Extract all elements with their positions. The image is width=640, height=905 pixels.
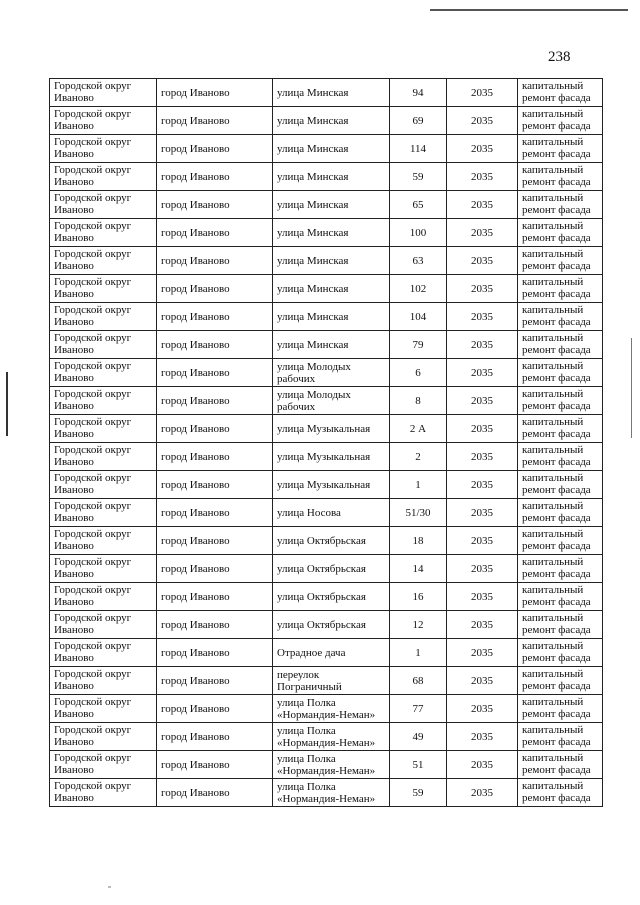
municipality-cell: Городской округ Иваново [50, 583, 157, 611]
scan-edge-mark [6, 372, 8, 436]
year-cell: 2035 [447, 79, 518, 107]
settlement-cell: город Иваново [157, 387, 273, 415]
work-type-cell: капитальный ремонт фасада [518, 667, 603, 695]
street-cell: улица Октябрьская [273, 555, 390, 583]
municipality-cell: Городской округ Иваново [50, 779, 157, 807]
street-cell: улица Октябрьская [273, 527, 390, 555]
settlement-cell: город Иваново [157, 583, 273, 611]
work-type-cell: капитальный ремонт фасада [518, 751, 603, 779]
house-number-cell: 8 [390, 387, 447, 415]
table-row [50, 667, 603, 695]
table-row [50, 79, 603, 107]
table-row [50, 135, 603, 163]
table-row [50, 247, 603, 275]
municipality-cell: Городской округ Иваново [50, 303, 157, 331]
house-number-cell: 16 [390, 583, 447, 611]
street-cell: улица Минская [273, 163, 390, 191]
year-cell: 2035 [447, 415, 518, 443]
street-cell: улица Минская [273, 219, 390, 247]
municipality-cell: Городской округ Иваново [50, 639, 157, 667]
work-type-cell: капитальный ремонт фасада [518, 135, 603, 163]
municipality-cell: Городской округ Иваново [50, 555, 157, 583]
year-cell: 2035 [447, 303, 518, 331]
settlement-cell: город Иваново [157, 695, 273, 723]
table-row [50, 639, 603, 667]
settlement-cell: город Иваново [157, 247, 273, 275]
settlement-cell: город Иваново [157, 107, 273, 135]
year-cell: 2035 [447, 107, 518, 135]
table-row [50, 387, 603, 415]
year-cell: 2035 [447, 331, 518, 359]
work-type-cell: капитальный ремонт фасада [518, 107, 603, 135]
house-number-cell: 51 [390, 751, 447, 779]
settlement-cell: город Иваново [157, 163, 273, 191]
work-type-cell: капитальный ремонт фасада [518, 415, 603, 443]
scan-speck [108, 886, 111, 888]
work-type-cell: капитальный ремонт фасада [518, 191, 603, 219]
house-number-cell: 6 [390, 359, 447, 387]
year-cell: 2035 [447, 499, 518, 527]
house-number-cell: 68 [390, 667, 447, 695]
settlement-cell: город Иваново [157, 611, 273, 639]
work-type-cell: капитальный ремонт фасада [518, 163, 603, 191]
street-cell: улица Молодых рабочих [273, 359, 390, 387]
street-cell: улица Октябрьская [273, 583, 390, 611]
settlement-cell: город Иваново [157, 275, 273, 303]
work-type-cell: капитальный ремонт фасада [518, 695, 603, 723]
table-row [50, 331, 603, 359]
work-type-cell: капитальный ремонт фасада [518, 611, 603, 639]
municipality-cell: Городской округ Иваново [50, 107, 157, 135]
house-number-cell: 49 [390, 723, 447, 751]
table-row [50, 555, 603, 583]
house-number-cell: 59 [390, 163, 447, 191]
municipality-cell: Городской округ Иваново [50, 695, 157, 723]
year-cell: 2035 [447, 555, 518, 583]
table-row [50, 415, 603, 443]
municipality-cell: Городской округ Иваново [50, 135, 157, 163]
work-type-cell: капитальный ремонт фасада [518, 583, 603, 611]
street-cell: улица Полка «Нормандия-Неман» [273, 723, 390, 751]
work-type-cell: капитальный ремонт фасада [518, 387, 603, 415]
municipality-cell: Городской округ Иваново [50, 667, 157, 695]
house-number-cell: 59 [390, 779, 447, 807]
house-number-cell: 12 [390, 611, 447, 639]
settlement-cell: город Иваново [157, 639, 273, 667]
year-cell: 2035 [447, 723, 518, 751]
year-cell: 2035 [447, 471, 518, 499]
year-cell: 2035 [447, 163, 518, 191]
municipality-cell: Городской округ Иваново [50, 191, 157, 219]
table-row [50, 779, 603, 807]
work-type-cell: капитальный ремонт фасада [518, 331, 603, 359]
header-rule [430, 9, 628, 11]
settlement-cell: город Иваново [157, 527, 273, 555]
year-cell: 2035 [447, 779, 518, 807]
year-cell: 2035 [447, 191, 518, 219]
table-row [50, 723, 603, 751]
municipality-cell: Городской округ Иваново [50, 387, 157, 415]
table-row [50, 303, 603, 331]
settlement-cell: город Иваново [157, 359, 273, 387]
settlement-cell: город Иваново [157, 723, 273, 751]
street-cell: улица Минская [273, 303, 390, 331]
municipality-cell: Городской округ Иваново [50, 527, 157, 555]
house-number-cell: 63 [390, 247, 447, 275]
table-row [50, 583, 603, 611]
settlement-cell: город Иваново [157, 415, 273, 443]
municipality-cell: Городской округ Иваново [50, 415, 157, 443]
work-type-cell: капитальный ремонт фасада [518, 723, 603, 751]
year-cell: 2035 [447, 387, 518, 415]
street-cell: улица Октябрьская [273, 611, 390, 639]
house-number-cell: 104 [390, 303, 447, 331]
year-cell: 2035 [447, 695, 518, 723]
settlement-cell: город Иваново [157, 667, 273, 695]
work-type-cell: капитальный ремонт фасада [518, 639, 603, 667]
street-cell: улица Минская [273, 275, 390, 303]
street-cell: улица Полка «Нормандия-Неман» [273, 779, 390, 807]
house-number-cell: 94 [390, 79, 447, 107]
table-row [50, 359, 603, 387]
street-cell: улица Полка «Нормандия-Неман» [273, 751, 390, 779]
municipality-cell: Городской округ Иваново [50, 331, 157, 359]
street-cell: улица Музыкальная [273, 443, 390, 471]
municipality-cell: Городской округ Иваново [50, 219, 157, 247]
street-cell: улица Минская [273, 135, 390, 163]
table-row [50, 751, 603, 779]
street-cell: улица Минская [273, 331, 390, 359]
scan-edge-mark-right [631, 338, 632, 438]
settlement-cell: город Иваново [157, 191, 273, 219]
table-body [50, 79, 603, 807]
settlement-cell: город Иваново [157, 135, 273, 163]
settlement-cell: город Иваново [157, 331, 273, 359]
work-type-cell: капитальный ремонт фасада [518, 527, 603, 555]
work-type-cell: капитальный ремонт фасада [518, 79, 603, 107]
settlement-cell: город Иваново [157, 79, 273, 107]
municipality-cell: Городской округ Иваново [50, 499, 157, 527]
street-cell: улица Минская [273, 191, 390, 219]
table-row [50, 107, 603, 135]
table-row [50, 275, 603, 303]
house-number-cell: 51/30 [390, 499, 447, 527]
street-cell: улица Полка «Нормандия-Неман» [273, 695, 390, 723]
table-row [50, 219, 603, 247]
house-number-cell: 18 [390, 527, 447, 555]
year-cell: 2035 [447, 583, 518, 611]
municipality-cell: Городской округ Иваново [50, 471, 157, 499]
year-cell: 2035 [447, 751, 518, 779]
work-type-cell: капитальный ремонт фасада [518, 275, 603, 303]
table-row [50, 443, 603, 471]
street-cell: Отрадное дача [273, 639, 390, 667]
table-row [50, 499, 603, 527]
year-cell: 2035 [447, 611, 518, 639]
house-number-cell: 1 [390, 471, 447, 499]
work-type-cell: капитальный ремонт фасада [518, 247, 603, 275]
year-cell: 2035 [447, 639, 518, 667]
municipality-cell: Городской округ Иваново [50, 275, 157, 303]
year-cell: 2035 [447, 135, 518, 163]
street-cell: улица Носова [273, 499, 390, 527]
municipality-cell: Городской округ Иваново [50, 247, 157, 275]
work-type-cell: капитальный ремонт фасада [518, 555, 603, 583]
settlement-cell: город Иваново [157, 303, 273, 331]
year-cell: 2035 [447, 667, 518, 695]
municipality-cell: Городской округ Иваново [50, 443, 157, 471]
settlement-cell: город Иваново [157, 471, 273, 499]
table-row [50, 695, 603, 723]
house-number-cell: 102 [390, 275, 447, 303]
house-number-cell: 65 [390, 191, 447, 219]
municipality-cell: Городской округ Иваново [50, 751, 157, 779]
year-cell: 2035 [447, 247, 518, 275]
house-number-cell: 14 [390, 555, 447, 583]
street-cell: улица Музыкальная [273, 415, 390, 443]
work-type-cell: капитальный ремонт фасада [518, 779, 603, 807]
settlement-cell: город Иваново [157, 219, 273, 247]
work-type-cell: капитальный ремонт фасада [518, 359, 603, 387]
municipality-cell: Городской округ Иваново [50, 723, 157, 751]
street-cell: улица Музыкальная [273, 471, 390, 499]
settlement-cell: город Иваново [157, 751, 273, 779]
street-cell: улица Минская [273, 107, 390, 135]
repair-schedule-table [49, 78, 603, 807]
year-cell: 2035 [447, 359, 518, 387]
municipality-cell: Городской округ Иваново [50, 163, 157, 191]
work-type-cell: капитальный ремонт фасада [518, 471, 603, 499]
work-type-cell: капитальный ремонт фасада [518, 499, 603, 527]
settlement-cell: город Иваново [157, 499, 273, 527]
street-cell: улица Минская [273, 79, 390, 107]
work-type-cell: капитальный ремонт фасада [518, 303, 603, 331]
street-cell: улица Минская [273, 247, 390, 275]
settlement-cell: город Иваново [157, 443, 273, 471]
house-number-cell: 2 [390, 443, 447, 471]
house-number-cell: 1 [390, 639, 447, 667]
house-number-cell: 100 [390, 219, 447, 247]
repair-schedule-table-wrapper [49, 78, 602, 807]
page-number: 238 [548, 49, 571, 65]
settlement-cell: город Иваново [157, 779, 273, 807]
house-number-cell: 77 [390, 695, 447, 723]
settlement-cell: город Иваново [157, 555, 273, 583]
year-cell: 2035 [447, 443, 518, 471]
house-number-cell: 2 А [390, 415, 447, 443]
work-type-cell: капитальный ремонт фасада [518, 443, 603, 471]
street-cell: улица Молодых рабочих [273, 387, 390, 415]
year-cell: 2035 [447, 527, 518, 555]
street-cell: переулок Пограничный [273, 667, 390, 695]
house-number-cell: 114 [390, 135, 447, 163]
municipality-cell: Городской округ Иваново [50, 611, 157, 639]
year-cell: 2035 [447, 219, 518, 247]
table-row [50, 611, 603, 639]
year-cell: 2035 [447, 275, 518, 303]
table-row [50, 191, 603, 219]
table-row [50, 527, 603, 555]
house-number-cell: 79 [390, 331, 447, 359]
work-type-cell: капитальный ремонт фасада [518, 219, 603, 247]
house-number-cell: 69 [390, 107, 447, 135]
table-row [50, 163, 603, 191]
municipality-cell: Городской округ Иваново [50, 359, 157, 387]
municipality-cell: Городской округ Иваново [50, 79, 157, 107]
table-row [50, 471, 603, 499]
